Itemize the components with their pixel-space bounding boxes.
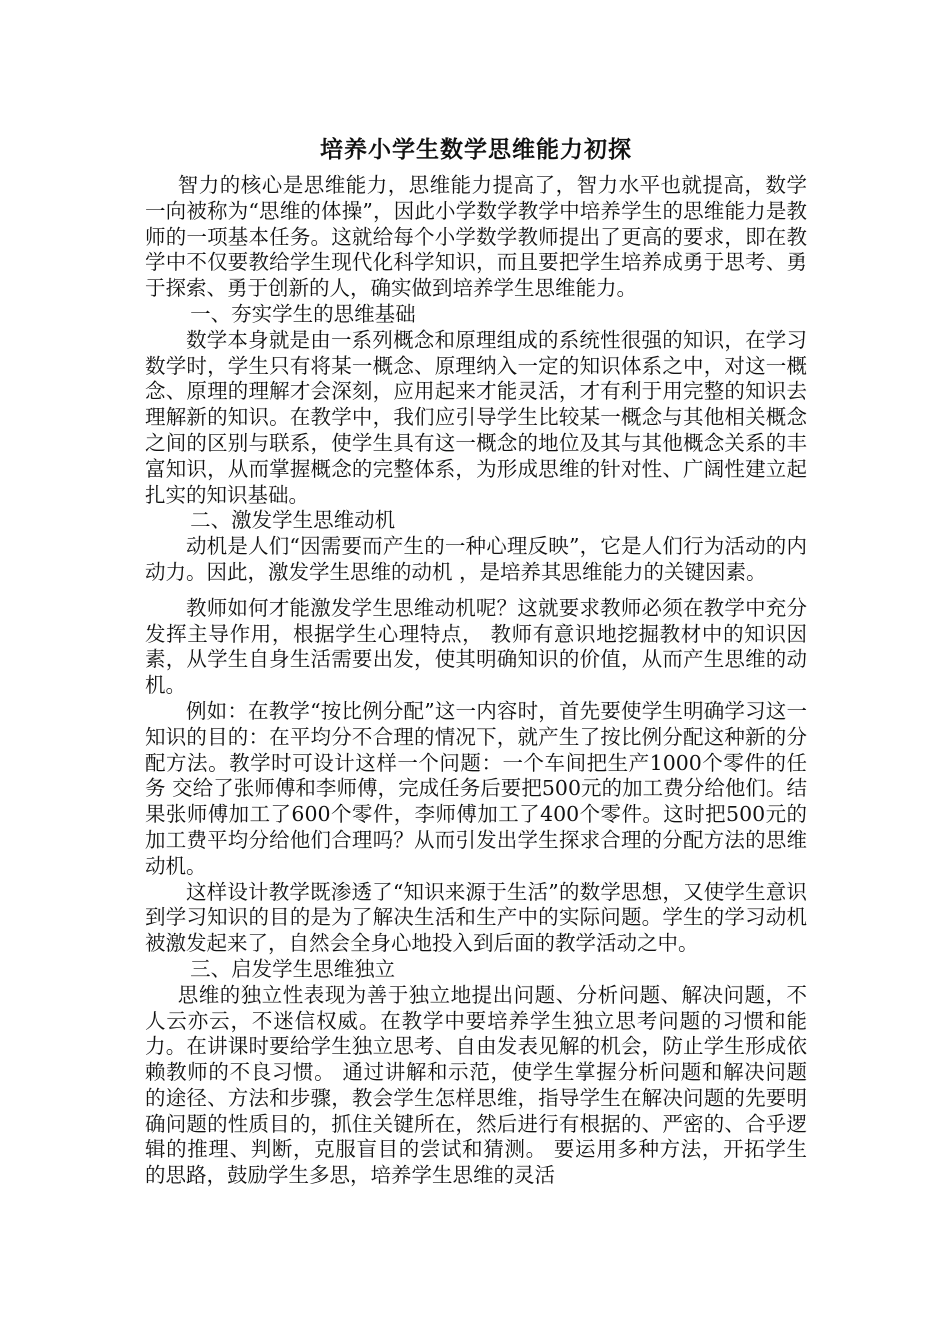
section-2-heading: 二、激发学生思维动机 [190,508,396,533]
section-3-paragraph: 思维的独立性表现为善于独立地提出问题、分析问题、解决问题，不人云亦云，不迷信权威。在教学中要培养学生独立思考问题的习惯和能力。在讲课时要给学生独立思考、自由发表见解的机会，防止学生形成依赖教师的不良习惯。 通过讲解和示范，使学生掌握分析问题和解决问题的途径、方法和步骤，教会学生怎样思维，指导学生在解决问题的先要明确问题的性质目的，抓住关键所在，然后进行有根据的、严密的、合乎逻辑的推理、判断，克服盲目的尝试和猜测。 要运用多种方法，开拓学生的思路，鼓励学生多思，培养学生思维的灵活 [145,982,807,1188]
intro-paragraph: 智力的核心是思维能力，思维能力提高了，智力水平也就提高，数学一向被称为“思维的体操”，因此小学数学教学中培养学生的思维能力是教师的一项基本任务。这就给每个小学数学教师提出了更高的要求，即在教学中不仅要教给学生现代化科学知识，而且要把学生培养成勇于思考、勇于探索、勇于创新的人，确实做到培养学生思维能力。 [145,173,807,301]
section-1-paragraph: 数学本身就是由一系列概念和原理组成的系统性很强的知识，在学习数学时，学生只有将某一概念、原理纳入一定的知识体系之中，对这一概念、原理的理解才会深刻，应用起来才能灵活，才有利于用完整的知识去理解新的知识。在教学中，我们应引导学生比较某一概念与其他相关概念之间的区别与联系，使学生具有这一概念的地位及其与其他概念关系的丰富知识，从而掌握概念的完整体系，为形成思维的针对性、广阔性建立起扎实的知识基础。 [145,327,807,507]
section-3-heading: 三、启发学生思维独立 [190,956,396,981]
section-1-heading: 一、夯实学生的思维基础 [190,301,416,326]
section-2-paragraph-4: 这样设计教学既渗透了“知识来源于生活”的数学思想，又使学生意识到学习知识的目的是为了解决生活和生产中的实际问题。学生的学习动机被激发起来了，自然会全身心地投入到后面的教学活动之中。 [145,879,807,956]
section-2-paragraph-1: 动机是人们“因需要而产生的一种心理反映”，它是人们行为活动的内动力。因此，激发学生思维的动机 ，是培养其思维能力的关键因素。 [145,534,807,584]
document-body [145,130,807,1189]
document-title: 培养小学生数学思维能力初探 [320,137,632,163]
section-2-paragraph-2: 教师如何才能激发学生思维动机呢？这就要求教师必须在教学中充分发挥主导作用，根据学生心理特点， 教师有意识地挖掘教材中的知识因素，从学生自身生活需要出发，使其明确知识的价值，从而产生思维的动机。 [145,595,807,698]
section-2-paragraph-3: 例如：在教学“按比例分配”这一内容时，首先要使学生明确学习这一知识的目的：在平均分不合理的情况下，就产生了按比例分配这种新的分配方法。教学时可设计这样一个问题：一个车间把生产1000个零件的任务 交给了张师傅和李师傅，完成任务后要把500元的加工费分给他们。结果张师傅加工了600个零件，李师傅加工了400个零件。这时把500元的加工费平均分给他们合理吗？从而引发出学生探求合理的分配方法的思维动机。 [145,698,807,878]
